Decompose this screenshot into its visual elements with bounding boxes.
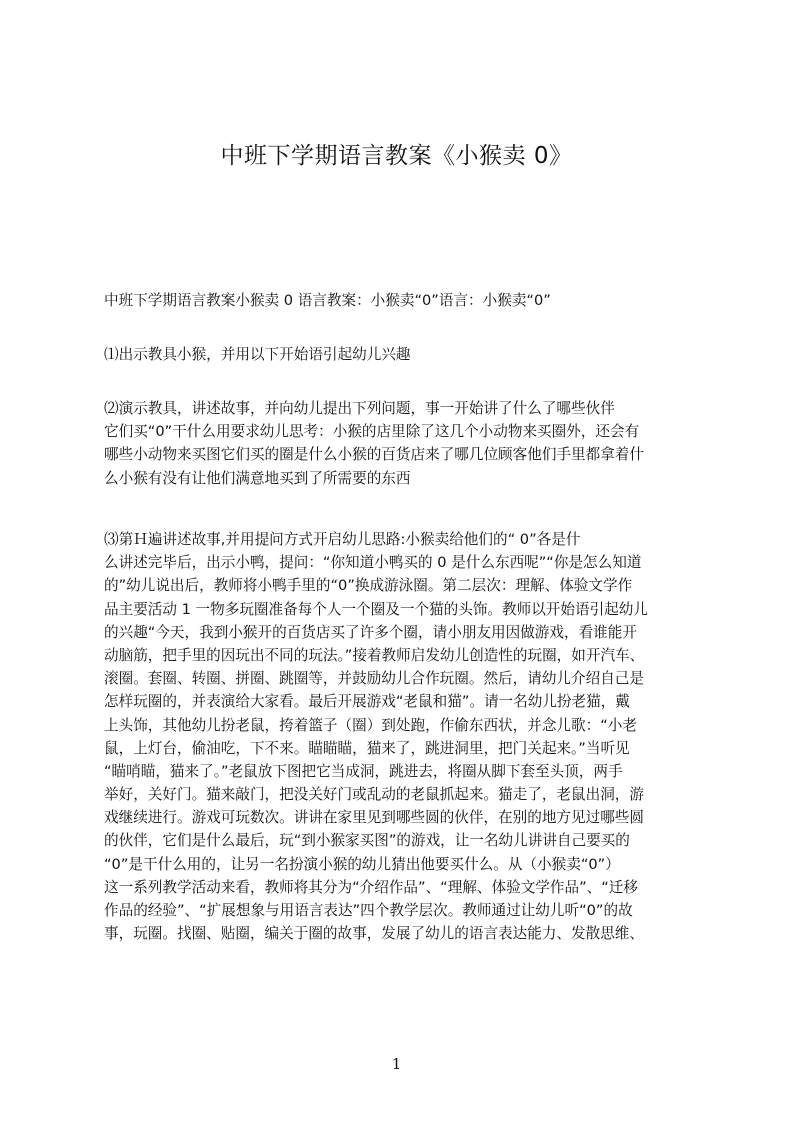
text-line: 它们买“0”干什么用要求幼儿思考：小猴的店里除了这几个小动物来买圈外，还会有 [104, 423, 640, 441]
text-line: ⑵演示教具，讲述故事，并向幼儿提出下列问题，事一开始讲了什么了哪些伙伴 [104, 400, 615, 417]
text-line: 上头饰，其他幼儿扮老鼠，挎着篮子（圈）到处跑，作偷东西状，并念儿歌：“小老 [104, 716, 637, 734]
text-line: 哪些小动物来买图它们买的圈是什么小猴的百货店来了哪几位顾客他们手里都拿着什 [104, 446, 644, 464]
text-line: 鼠，上灯台，偷油吃，下不来。瞄瞄瞄，猫来了，跳进洞里，把门关起来。”当听见 [104, 739, 630, 757]
text-line: 么讲述完毕后，出示小鸭，提问：“你知道小鸭买的 0 是什么东西呢”“你是怎么知道 [104, 554, 642, 572]
text-line: 动脑筋，把手里的因玩出不同的玩法。”接着教师启发幼儿创造性的玩圈，如开汽车、 [104, 646, 645, 664]
text-line: 作品的经验”、“扩展想象与用语言表达”四个教学层次。教师通过让幼儿听“0”的故 [104, 902, 633, 919]
text-line: ⑶第Ｈ遍讲述故事,并用提问方式开启幼儿思路:小猴卖给他们的“ 0”各是什 [104, 531, 581, 548]
text-line: 的”幼儿说出后，教师将小鸭手里的“0”换成游泳圈。第二层次：理解、体验文学作 [104, 577, 633, 595]
text-line: “0”是干什么用的，让另一名扮演小猴的幼儿猜出他要买什么。从（小猴卖“0”） [104, 855, 620, 873]
page-number: 1 [391, 1055, 402, 1073]
text-line: 怎样玩圈的，并表演给大家看。最后开展游戏“老鼠和猫”。请一名幼儿扮老猫，戴 [104, 693, 630, 711]
text-line: 举好，关好门。猫来敲门，把没关好门或乱动的老鼠抓起来。猫走了，老鼠出洞，游 [104, 786, 644, 804]
text-line: ⑴出示教具小猴，并用以下开始语引起幼儿兴趣 [104, 346, 411, 363]
document-title: 中班下学期语言教案《小猴卖 0》 [220, 143, 573, 169]
text-line: 这一系列教学活动来看，教师将其分为“介绍作品”、“理解、体验文学作品”、“迁移 [104, 878, 638, 896]
step-1-paragraph [104, 343, 708, 366]
text-line: 中班下学期语言教案小猴卖 0 语言教案：小猴卖“0”语言：小猴卖“0” [104, 292, 551, 309]
step-2-paragraph [104, 397, 708, 490]
step-3-paragraph [104, 528, 708, 945]
text-line: 滚圈。套圈、转圈、拼圈、跳圈等，并鼓励幼儿合作玩圈。然后，请幼儿介绍自己是 [104, 670, 644, 688]
text-line: 品主要活动 1 一物多玩圈准备每个人一个圈及一个猫的头饰。教师以开始语引起幼儿 [104, 600, 648, 618]
text-line: 的兴趣“今天，我到小猴开的百货店买了许多个圈，请小朋友用因做游戏，看谁能开 [104, 623, 637, 641]
text-line: 的伙伴，它们是什么最后，玩“到小猴家买图”的游戏，让一名幼儿讲讲自己要买的 [104, 832, 630, 850]
intro-paragraph [104, 289, 708, 312]
text-line: “瞄哨瞄，猫来了。”老鼠放下图把它当成洞，跳进去，将圈从脚下套至头顶，两手 [104, 762, 623, 780]
text-line: 事，玩圈。找圈、贴圈，编关于圈的故事，发展了幼儿的语言表达能力、发散思维、 [104, 925, 644, 943]
text-line: 戏继续进行。游戏可玩数次。讲讲在家里见到哪些圆的伙伴，在别的地方见过哪些圆 [104, 809, 644, 827]
text-line: 么小猴有没有让他们满意地买到了所需要的东西 [104, 469, 411, 487]
